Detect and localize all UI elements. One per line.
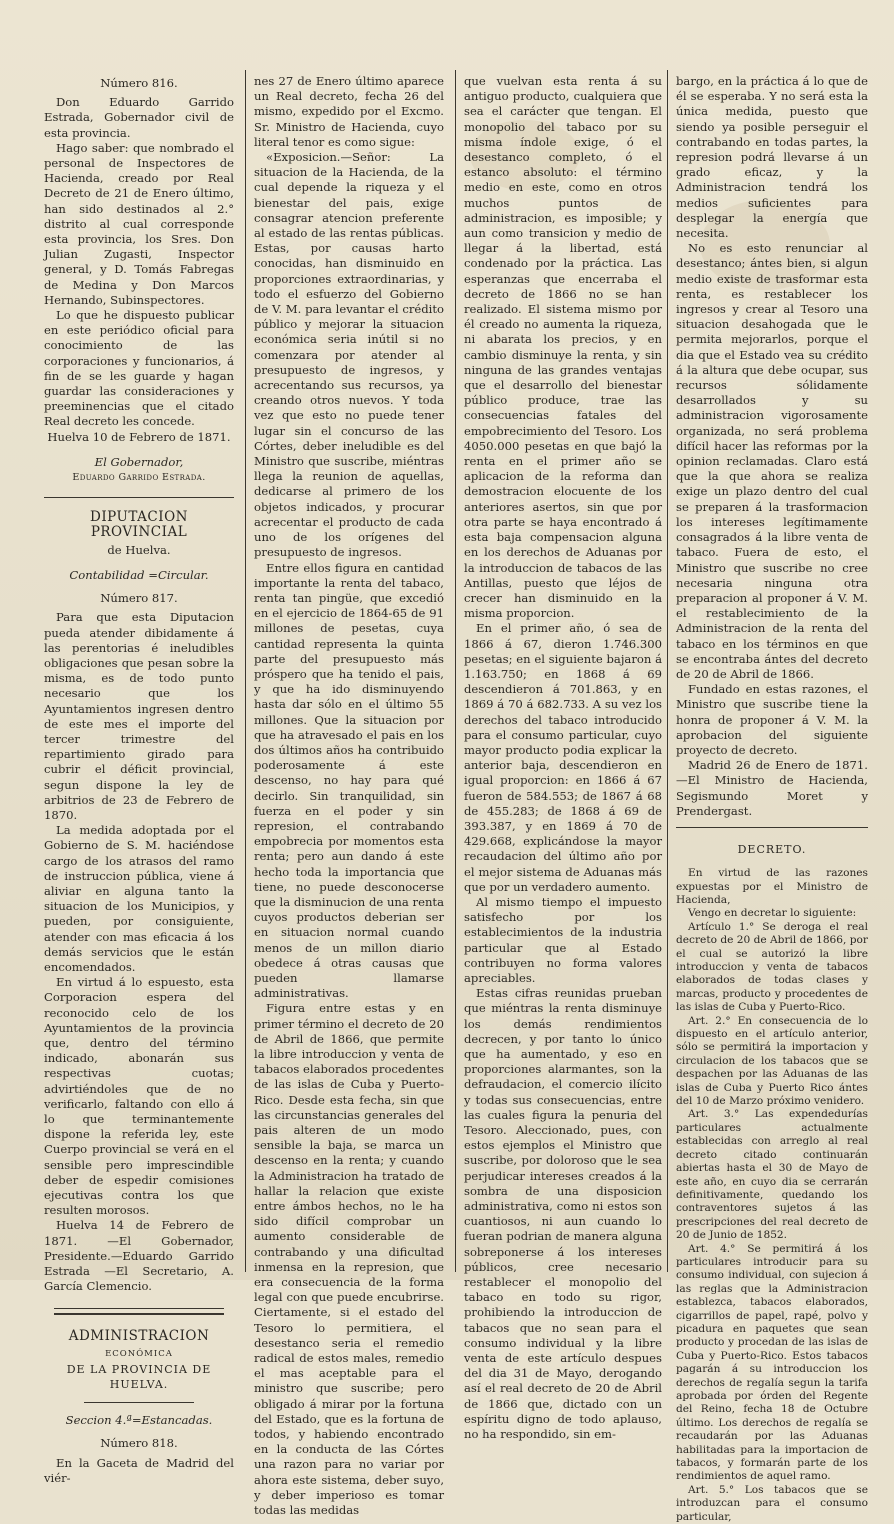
decree-article: Art. 2.° En consecuencia de lo dispuesto en el artículo anterior, sólo se permitirá la importacion y circulacion de los tabacos que se despachen por las Aduanas de las islas de Cuba y Puerto Rico ántes del 10 de Marzo próximo venidero. [676, 1014, 868, 1108]
section-heading: ADMINISTRACION [68, 1328, 210, 1345]
double-rule [54, 1308, 224, 1315]
section-subheading: de Huelva. [107, 542, 171, 557]
decree-paragraph: «Exposicion.—Señor: La situacion de la Hacienda, de la cual depende la riqueza y el bienestar del pais, exige consagrar atencion preferente al estado de las rentas públicas. Estas, por causas harto conocidas, han disminuido en proporciones extraordinarias, y todo el esfuerzo del Gobierno de V. M. para levantar el crédito público y mejorar la situacion económica seria inútil si no comenzara por atender al presupuesto de ingresos, y acrecentando sus recursos, ya creando otros nuevos. Y toda vez que esto no puede tener lugar sin el concurso de las Córtes, deber ineludible es del Ministro que suscribe, miéntras llega la reunion de aquellas, dedicarse al primero de los objetos indicados, y procurar acrecentar el producto de cada uno de los orígenes del presupuesto de ingresos. [254, 150, 444, 560]
edict-paragraph: Lo que he dispuesto publicar en este periódico oficial para conocimiento de las corporaciones y funcionarios, á fin de se les guarde y hagan guardar las consideraciones y preeminencias que el citado Real decreto les concede. [44, 308, 234, 429]
decree-paragraph: No es esto renunciar al desestanco; ántes bien, si algun medio existe de trasformar esta renta, es restablecer los ingresos y crear al Tesoro una situacion desahogada que le permita mejorarlos, porque el dia que el Estado vea su crédito á la altura que debe ocupar, sus recursos sólidamente desarrollados y su administracion vigorosamente organizada, no será problema difícil hacer las reformas por la opinion reclamadas. Claro está que la que ahora se realiza exige un plazo dentro del cual se preparen á la trasformacion los intereses legítimamente consagrados á la libre venta de tabaco. Fuera de esto, el Ministro que suscribe no cree necesaria ninguna otra preparacion al proponer á V. M. el restablecimiento de la Administracion de la renta del tabaco en los términos en que se encontraba ántes del decreto de 20 de Abril de 1866. [676, 241, 868, 681]
section-heading: DIPUTACION PROVINCIAL [90, 509, 188, 541]
decree-paragraph: Fundado en estas razones, el Ministro que suscribe tiene la honra de proponer á V. M. la aprobacion del siguiente proyecto de decreto. [676, 682, 868, 757]
decree-article: En virtud de las razones expuestas por el Ministro de Hacienda, [676, 867, 868, 906]
edict-paragraph: Hago saber: que nombrado el personal de Inspectores de Hacienda, creado por Real Decreto de 21 de Enero último, han sido destinados al 2.° distrito al cual corresponde esta provincia, los Sres. Don Julian Zugasti, Inspector general, y D. Tomás Fabregas de Medina y Don Marcos Hernando, Subinspectores. [44, 140, 234, 307]
decree-article: Art. 4.° Se permitirá á los particulares introducir para su consumo individual, con sujecion á las reglas que la Administracion establezca, tabacos elaborados, cigarrillos de papel, rapé, polvo y picadura en paquetes que sean producto y procedan de las islas de Cuba y Puerto-Rico. Estos tabacos pagarán á su introduccion los derechos de regalía segun la tarifa aprobada por órden del Regente del Reino, fecha 18 de Octubre último. Los derechos de regalía se recaudarán por las Aduanas habilitadas para la importacion de tabacos, y formarán parte de los rendimientos de aquel ramo. [676, 1242, 868, 1483]
decree-article: Art. 3.° Las expendedurías particulares actualmente establecidas con arreglo al real decreto citado continuarán abiertas hasta el 30 de Mayo de este año, en cuyo dia se cerrarán definitivamente, quedando los contraventores sujetos á las prescripciones del real decreto de 20 de Junio de 1852. [676, 1108, 868, 1242]
column-1 [44, 74, 234, 1485]
edict-number: Número 816. [100, 76, 178, 90]
decree-paragraph: Figura entre estas y en primer término el decreto de 20 de Abril de 1866, que permite la libre introduccion y venta de tabacos elaborados procedentes de las islas de Cuba y Puerto-Rico. Desde esta fecha, sin que las circunstancias generales del pais alteren de un modo sensible la baja, se marca un descenso en la renta; y cuando la Administracion ha tratado de hallar la relacion que existe entre ámbos hechos, no le ha sido difícil comprobar un aumento considerable de contrabando y una dificultad inmensa en la represion, que era consecuencia de la forma legal con que puede encubrirse. Ciertamente, si el estado del Tesoro lo permitiera, el desestanco seria el remedio radical de estos males, remedio el mas aceptable para el ministro que suscribe; pero obligado á mirar por la fortuna del Estado, que es la fortuna de todos, y habiendo encontrado en la conducta de las Córtes una razon para no variar por ahora este sistema, deber suyo, y deber imperioso es tomar todas las medidas [254, 1001, 444, 1518]
edict-paragraph: Don Eduardo Garrido Estrada, Gobernador civil de esta provincia. [44, 95, 234, 140]
decree-article: Art. 5.° Los tabacos que se introduzcan para el consumo particular, [676, 1483, 868, 1523]
decree-paragraph: En el primer año, ó sea de 1866 á 67, dieron 1.746.300 pesetas; en el siguiente bajaron á 1.163.750; en 1868 á 69 descendieron á 701.863, y en 1869 á 70 á 682.733. A su vez los derechos del tabaco introducido para el consumo particular, cuyo mayor producto podia explicar la anterior baja, descendieron en igual proporcion: en 1866 á 67 fueron de 584.553; de 1867 á 68 de 455.283; de 1868 á 69 de 393.387, y en 1869 á 70 de 429.668, explicándose la mayor recaudacion del último año por el mejor sistema de Aduanas más que por un verdadero aumento. [464, 621, 662, 894]
section-subheading: DE LA PROVINCIA DE HUELVA. [66, 1362, 212, 1392]
notice-number: Número 818. [100, 1436, 178, 1451]
section-label: Contabilidad =Circular. [69, 567, 209, 582]
decree-paragraph: que vuelvan esta renta á su antiguo producto, cualquiera que sea el carácter que tengan. El monopolio del tabaco por su misma índole exige, ó el desestanco completo, ó el estanco absoluto: el término medio en este, como en otros muchos puntos de administracion, es imposible; y aun como transicion y medio de llegar á la libertad, está condenado por la práctica. Las esperanzas que encerraba el decreto de 1866 no se han realizado. El sistema mismo por él creado no aumenta la riqueza, ni abarata los precios, y en cambio disminuye la renta, y sin ninguna de las grandes ventajas que el desarrollo del bienestar público produce, trae las consecuencias fatales del empobrecimiento del Tesoro. Los 4050.000 pesetas en que bajó la renta en el primer año se aplicacion de la reforma dan demostracion elocuente de los anteriores asertos, sin que por otra parte se haya encontrado á esta baja compensacion alguna en los derechos de Aduanas por la introduccion de tabacos de las Antillas, puesto que léjos de crecer han disminuido en la misma proporcion. [464, 74, 662, 621]
edict-signature-title: El Gobernador, [94, 454, 184, 469]
section-rule [44, 497, 234, 498]
edict-signature-name: Eduardo Garrido Estrada. [72, 472, 206, 484]
decree-heading: DECRETO. [737, 842, 807, 856]
column-divider [667, 70, 668, 1272]
column-3 [464, 74, 662, 1442]
section-rule [84, 1402, 194, 1403]
column-2 [254, 74, 444, 1518]
notice-paragraph: En la Gaceta de Madrid del viér- [44, 1455, 234, 1485]
decree-paragraph: bargo, en la práctica á lo que de él se esperaba. Y no será esta la única medida, puesto que siendo ya posible perseguir el contrabando en todas partes, la represion podrá llevarse á un grado eficaz, y la Administracion tendrá los medios suficientes para desplegar la energía que necesita. [676, 74, 868, 241]
decree-paragraph: Al mismo tiempo el impuesto satisfecho por los establecimientos de la industria particular que al Estado contribuyen no forma valores apreciables. [464, 894, 662, 985]
column-divider [455, 70, 456, 1272]
decree-paragraph: nes 27 de Enero último aparece un Real decreto, fecha 26 del mismo, expedido por el Excmo. Sr. Ministro de Hacienda, cuyo literal tenor es como sigue: [254, 74, 444, 149]
circular-paragraph: En virtud á lo espuesto, esta Corporacion espera del reconocido celo de los Ayuntamientos de la provincia que, dentro del término indicado, abonarán sus respectivas cuotas; advirtiéndoles que de no verificarlo, faltando con ello á lo que terminantemente dispone la referida ley, este Cuerpo provincial se verá en el sensible pero imprescindible deber de espedir comisiones ejecutivas contra los que resulten morosos. [44, 975, 234, 1218]
circular-signature: Huelva 14 de Febrero de 1871. —El Gobernador, Presidente.—Eduardo Garrido Estrada —El Secretario, A. García Clemencio. [44, 1218, 234, 1294]
edict-date: Huelva 10 de Febrero de 1871. [47, 429, 231, 444]
decree-article: Vengo en decretar lo siguiente: [688, 907, 857, 920]
circular-paragraph: La medida adoptada por el Gobierno de S. M. haciéndose cargo de los atrasos del ramo de instruccion pública, viene á aliviar en alguna tanto la situacion de los Municipios, y pueden, por consiguiente, atender con mas eficacia á los demás servicios que le están encomendados. [44, 823, 234, 974]
circular-number: Número 817. [100, 591, 178, 606]
decree-article: Artículo 1.° Se deroga el real decreto de 20 de Abril de 1866, por el cual se autorizó la libre introduccion y venta de tabacos elaborados de todas clases y marcas, producto y procedentes de las islas de Cuba y Puerto-Rico. [676, 920, 868, 1014]
section-subheading: ECONÓMICA [105, 1348, 173, 1359]
column-4 [676, 74, 868, 1523]
section-label: Seccion 4.ª=Estancadas. [65, 1413, 213, 1428]
column-divider [245, 70, 246, 1272]
decree-paragraph: Entre ellos figura en cantidad importante la renta del tabaco, renta tan pingüe, que excedió en el ejercicio de 1864-65 de 91 millones de pesetas, cuya cantidad representa la quinta parte del presupuesto más próspero que ha tenido el pais, y que ha ido disminuyendo hasta dar sólo en el último 55 millones. Que la situacion por que ha atravesado el pais en los dos últimos años ha contribuido poderosamente á este descenso, no hay para qué decirlo. Sin tranquilidad, sin fuerza en el poder y sin represion, el contrabando empobrecia por momentos esta renta; pero aun dando á este hecho toda la importancia que tiene, no puede desconocerse que la disminucion de una renta cuyos productos deberian ser en situacion normal cuando menos de un millon diario obedece á otras causas que pueden llamarse administrativas. [254, 560, 444, 1001]
circular-paragraph: Para que esta Diputacion pueda atender dibidamente á las perentorias é ineludibles obligaciones que pesan sobre la misma, es de todo punto necesario que los Ayuntamientos ingresen dentro de este mes el importe del tercer trimestre del repartimiento girado para cubrir el déficit provincial, segun dispone la ley de arbitrios de 23 de Febrero de 1870. [44, 610, 234, 822]
decree-paragraph: Estas cifras reunidas prueban que miéntras la renta disminuye los demás rendimientos decrecen, y por tanto lo único que ha aumentado, y eso en proporciones alarmantes, son la defraudacion, el comercio ilícito y todas sus consecuencias, entre las cuales figura la penuria del Tesoro. Aleccionado, pues, con estos ejemplos el Ministro que suscribe, por doloroso que le sea perjudicar intereses creados á la sombra de una disposicion administrativa, como ni estos son cuantiosos, ni aun cuando lo fueran podrian de manera alguna sobreponerse á los intereses públicos, cree necesario restablecer el monopolio del tabaco en todo su rigor, prohibiendo la introduccion de tabacos que no sean para el consumo individual y la libre venta de este artículo despues del dia 31 de Mayo, derogando así el real decreto de 20 de Abril de 1866 que, dictado con un espíritu digno de todo aplauso, no ha respondido, sin em- [464, 986, 662, 1442]
decree-date-signature: Madrid 26 de Enero de 1871. —El Ministro de Hacienda, Segismundo Moret y Prendergast. [676, 758, 868, 818]
section-rule [676, 827, 868, 828]
